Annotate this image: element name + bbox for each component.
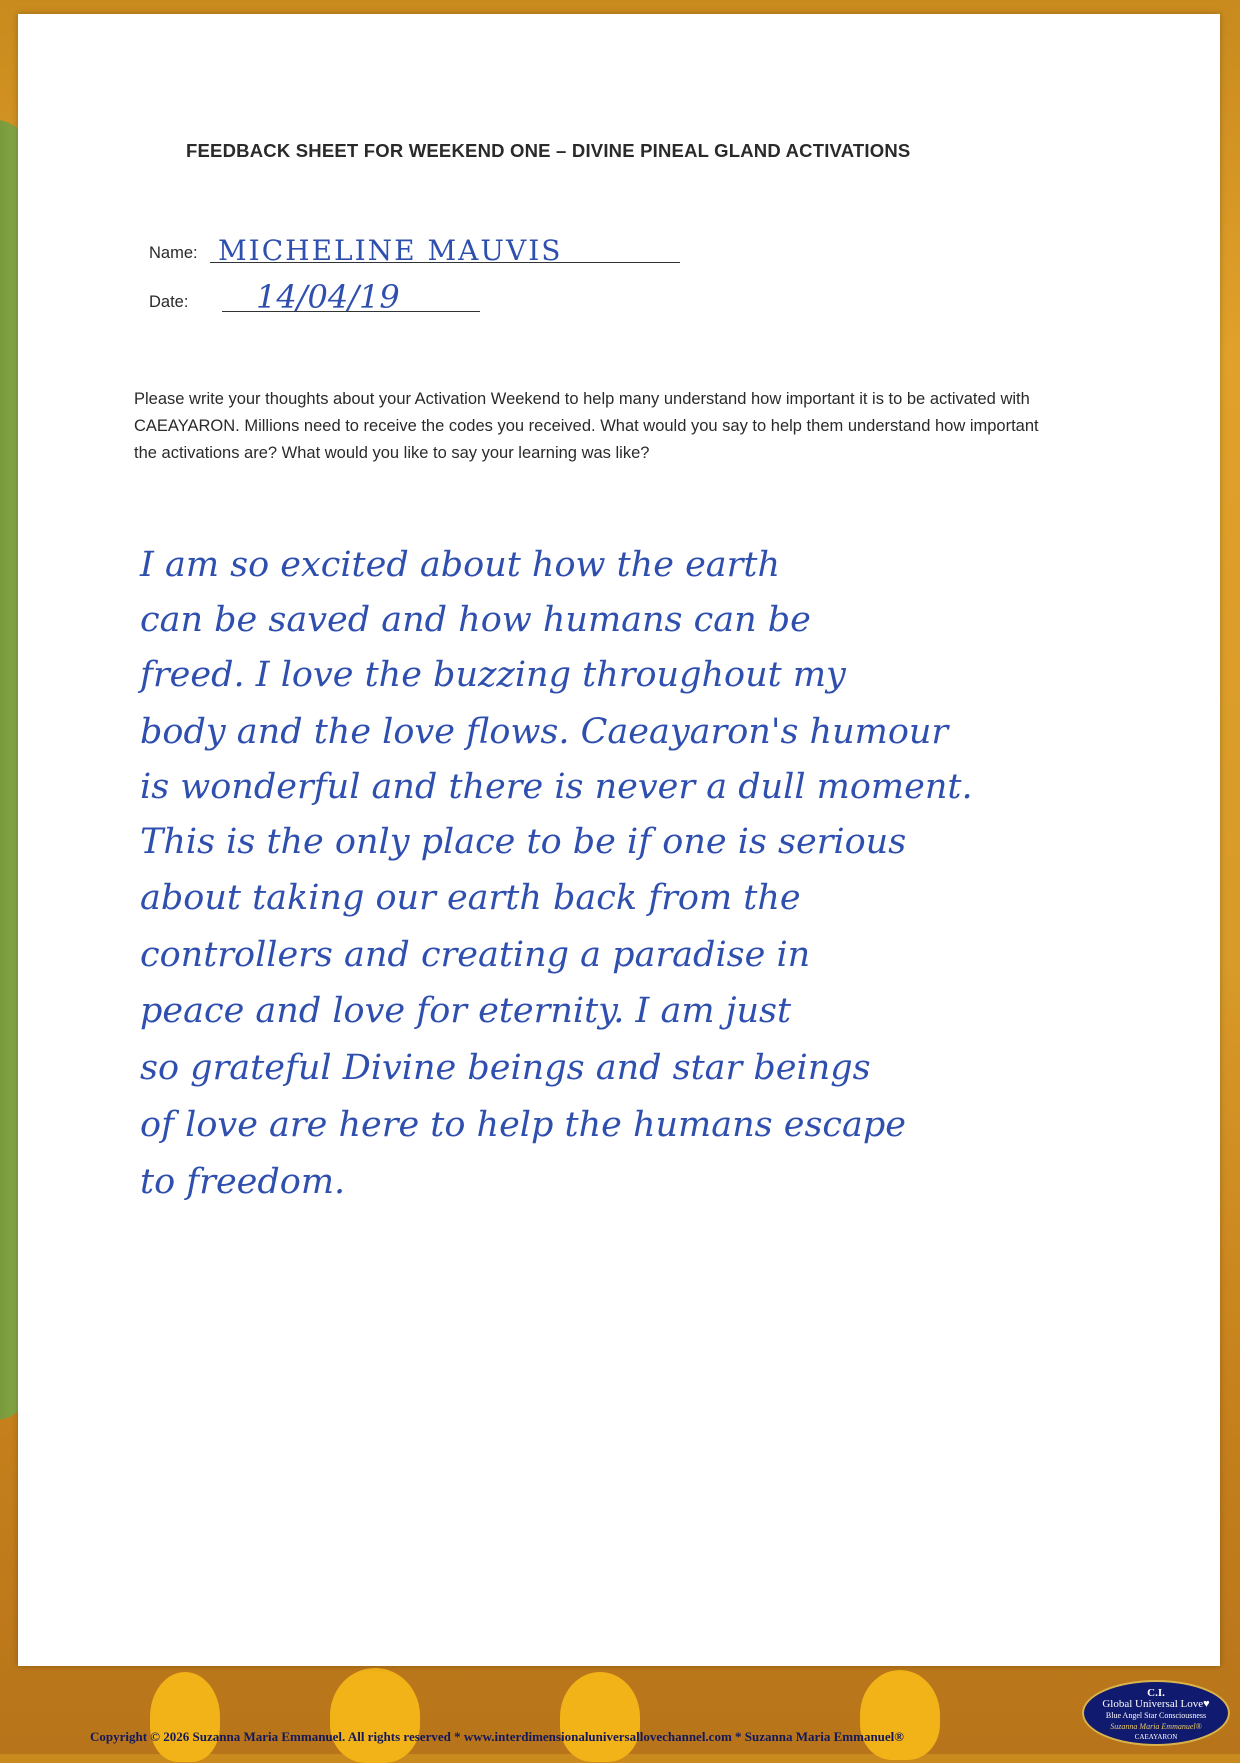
logo-line: C.I. [1147, 1687, 1165, 1699]
answer-line: is wonderful and there is never a dull moment. [140, 767, 973, 807]
date-label: Date: [149, 293, 189, 311]
background-petal [150, 1672, 220, 1762]
answer-line: I am so excited about how the earth [140, 545, 780, 585]
answer-line: about taking our earth back from the [140, 878, 801, 918]
name-label: Name: [149, 244, 198, 262]
background-petal [860, 1670, 940, 1760]
answer-line: peace and love for eternity. I am just [140, 991, 792, 1031]
background-petal [330, 1668, 420, 1763]
logo-line: CAEAYARON [1134, 1733, 1178, 1741]
logo-line: Blue Angel Star Consciousness [1105, 1711, 1207, 1720]
logo-line: Global Universal Love♥ [1102, 1698, 1210, 1710]
date-value: 14/04/19 [256, 278, 400, 316]
answer-line: so grateful Divine beings and star beings [140, 1048, 871, 1088]
answer-line: controllers and creating a paradise in [140, 935, 811, 975]
answer-line: can be saved and how humans can be [140, 600, 811, 640]
copyright-footer: Copyright © 2026 Suzanna Maria Emmanuel. All rights reserved * www.interdimensionaluniversallovechannel.com * Suzanna Maria Emmanuel® [90, 1729, 905, 1744]
answer-line: This is the only place to be if one is serious [140, 822, 907, 862]
background-petal [560, 1672, 640, 1762]
feedback-prompt: Please write your thoughts about your Activation Weekend to help many understand how important it is to be activated with CAEAYARON. Millions need to receive the codes you received. What would you say to help them understand how important the activations are? What would you like to say your learning was like? [134, 390, 1039, 462]
ci-logo-badge [1082, 1680, 1230, 1746]
logo-line: Suzanna Maria Emmanuel® [1110, 1722, 1202, 1731]
answer-line: of love are here to help the humans escape [140, 1105, 907, 1145]
answer-line: body and the love flows. Caeayaron's humour [140, 712, 949, 752]
name-value: MICHELINE MAUVIS [218, 234, 563, 267]
answer-line: to freedom. [140, 1162, 346, 1202]
form-title: FEEDBACK SHEET FOR WEEKEND ONE – DIVINE PINEAL GLAND ACTIVATIONS [186, 140, 911, 161]
answer-line: freed. I love the buzzing throughout my [140, 655, 846, 695]
